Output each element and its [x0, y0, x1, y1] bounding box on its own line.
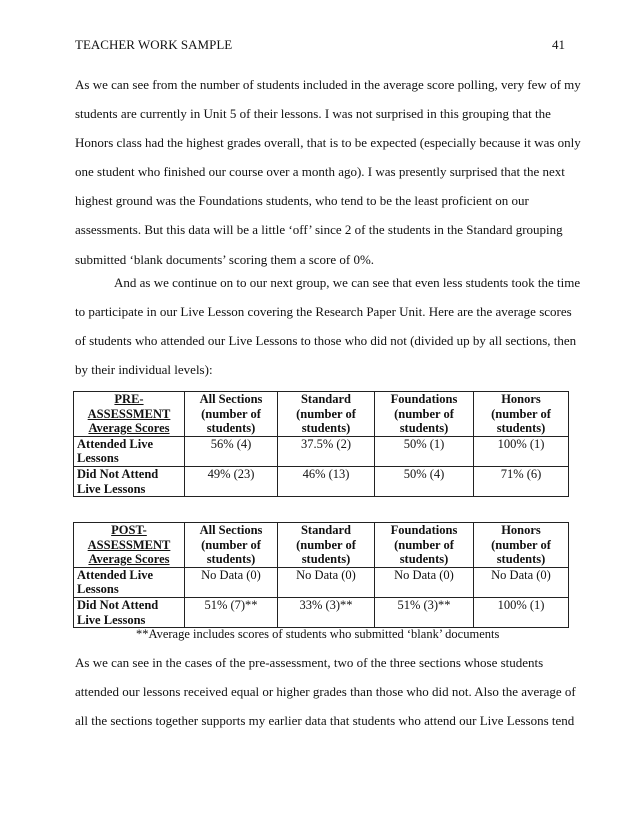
table-row: [74, 436, 569, 466]
cell-standard: 37.5% (2): [278, 436, 375, 466]
text-line: all the sections together supports my earlier data that students who attend our Live Lessons tend: [75, 713, 575, 729]
cell-honors: 100% (1): [474, 436, 569, 466]
cell-standard: 33% (3)**: [278, 597, 375, 627]
table-header-row: [74, 392, 569, 437]
text-line: attended our lessons received equal or higher grades than those who did not. Also the average of: [75, 684, 576, 700]
cell-all-sections: 51% (7)**: [185, 597, 278, 627]
header-cell-assessment: PRE- ASSESSMENT Average Scores: [74, 392, 185, 437]
text-line: students are currently in Unit 5 of their lessons. I was not surprised in this grouping that the: [75, 106, 551, 122]
paragraph-2: [75, 268, 581, 384]
table-footnote: **Average includes scores of students who submitted ‘blank’ documents: [136, 627, 500, 641]
cell-all-sections: 56% (4): [185, 436, 278, 466]
header-cell-foundations: Foundations (number of students): [375, 523, 474, 568]
row-label-attended: Attended Live Lessons: [74, 436, 185, 466]
header-cell-all-sections: All Sections (number of students): [185, 523, 278, 568]
cell-foundations: 51% (3)**: [375, 597, 474, 627]
cell-honors: 71% (6): [474, 466, 569, 496]
cell-standard: 46% (13): [278, 466, 375, 496]
row-label-did-not-attend: Did Not Attend Live Lessons: [74, 597, 185, 627]
cell-honors: No Data (0): [474, 567, 569, 597]
cell-honors: 100% (1): [474, 597, 569, 627]
cell-all-sections: 49% (23): [185, 466, 278, 496]
text-line: submitted ‘blank documents’ scoring them a score of 0%.: [75, 251, 375, 267]
running-header: [75, 37, 565, 53]
row-label-did-not-attend: Did Not Attend Live Lessons: [74, 466, 185, 496]
table-row: [74, 597, 569, 627]
header-cell-assessment: POST- ASSESSMENT Average Scores: [74, 523, 185, 568]
cell-foundations: 50% (4): [375, 466, 474, 496]
header-cell-honors: Honors (number of students): [474, 392, 569, 437]
text-line: As we can see from the number of students included in the average score polling, very few of my: [75, 77, 581, 92]
table-header-row: [74, 523, 569, 568]
pre-assessment-table: [73, 391, 569, 497]
text-line: one student who finished our course over a month ago). I was presently surprised that the next: [75, 164, 565, 180]
text-line: Honors class had the highest grades overall, that is to be expected (especially because it was only: [75, 135, 581, 151]
header-cell-honors: Honors (number of students): [474, 523, 569, 568]
row-label-attended: Attended Live Lessons: [74, 567, 185, 597]
table-row: [74, 567, 569, 597]
header-cell-standard: Standard (number of students): [278, 392, 375, 437]
text-line: by their individual levels):: [75, 362, 213, 378]
text-line: to participate in our Live Lesson covering the Research Paper Unit. Here are the average scores: [75, 304, 572, 320]
text-line: of students who attended our Live Lessons to those who did not (divided up by all sections, then: [75, 333, 577, 349]
post-assessment-table: [73, 522, 569, 628]
cell-foundations: No Data (0): [375, 567, 474, 597]
page-number: 41: [552, 37, 565, 52]
header-cell-foundations: Foundations (number of students): [375, 392, 474, 437]
text-line: highest ground was the Foundations students, who tend to be the least proficient on our: [75, 193, 529, 209]
text-line: As we can see in the cases of the pre-assessment, two of the three sections whose students: [75, 655, 544, 670]
cell-standard: No Data (0): [278, 567, 375, 597]
header-cell-all-sections: All Sections (number of students): [185, 392, 278, 437]
table-row: [74, 466, 569, 496]
header-cell-standard: Standard (number of students): [278, 523, 375, 568]
paragraph-3: [75, 648, 575, 735]
text-line: And as we continue on to our next group, we can see that even less students took the time: [114, 275, 581, 290]
cell-foundations: 50% (1): [375, 436, 474, 466]
text-line: assessments. But this data will be a little ‘off’ since 2 of the students in the Standard grouping: [75, 222, 563, 238]
running-head: TEACHER WORK SAMPLE: [75, 37, 233, 52]
cell-all-sections: No Data (0): [185, 567, 278, 597]
paragraph-1: [75, 70, 581, 274]
